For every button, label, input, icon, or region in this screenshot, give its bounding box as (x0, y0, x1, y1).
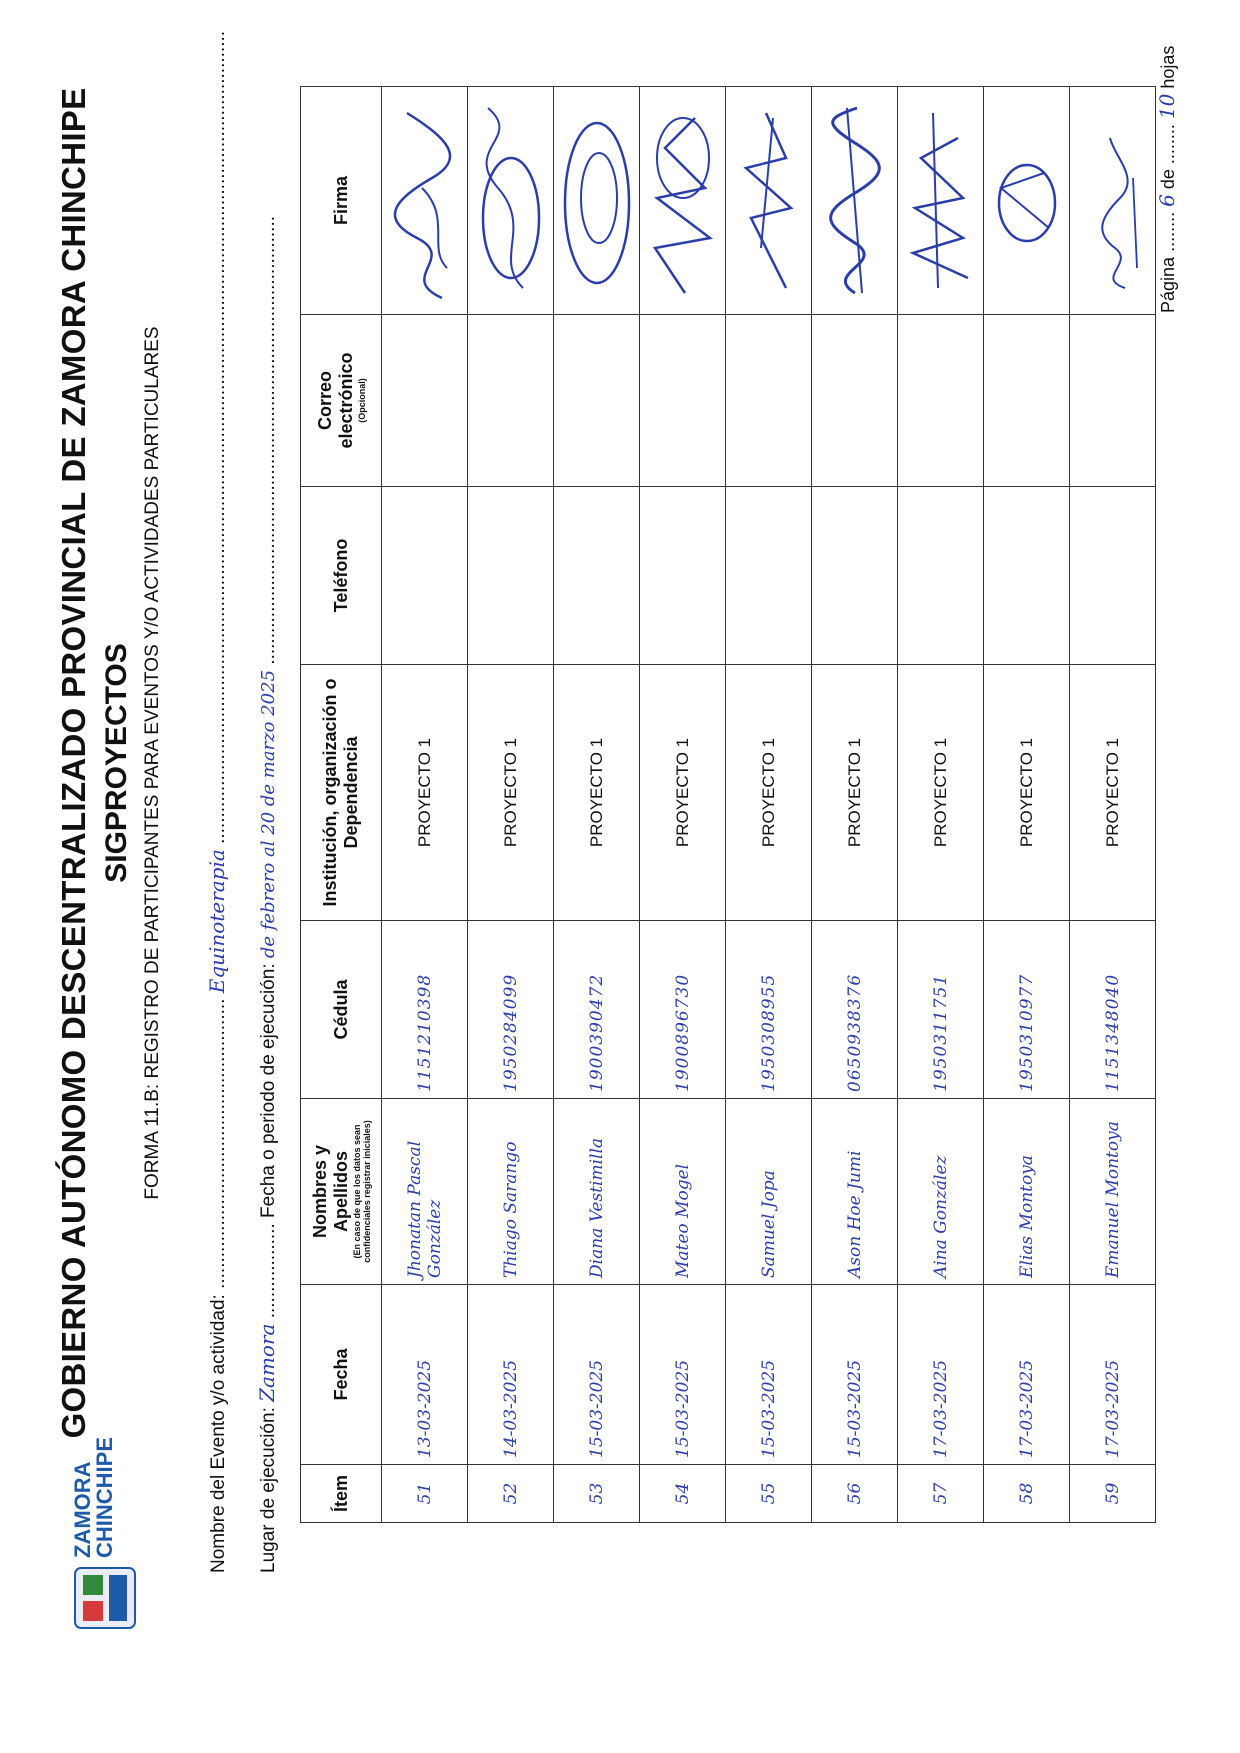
prefectura-logo (40, 1436, 160, 1643)
page-number: 6 (1155, 194, 1179, 207)
date-label: Fecha o periodo de ejecución: (258, 963, 279, 1218)
table-row (984, 87, 1070, 1523)
col-tel: Teléfono (301, 487, 382, 665)
cell-inst: PROYECTO 1 (812, 665, 898, 921)
cell-correo (640, 315, 726, 487)
cell-cedula: 1151348040 (1070, 921, 1156, 1099)
cell-fecha: 15-03-2025 (812, 1285, 898, 1465)
cell-nombre: Samuel Jopa (726, 1099, 812, 1285)
date-value: de febrero al 20 de marzo 2025 (258, 669, 279, 959)
signature-image (731, 98, 807, 308)
cell-correo (984, 315, 1070, 487)
col-nombre-note: (En caso de que los datos sean confidenciales registrar iniciales) (352, 1120, 372, 1263)
place-value: Zamora (255, 1323, 279, 1402)
table-row (726, 87, 812, 1523)
org-title: GOBIERNO AUTÓNOMO DESCENTRALIZADO PROVINCIAL DE ZAMORA CHINCHIPE (55, 87, 92, 1439)
cell-fecha: 17-03-2025 (898, 1285, 984, 1465)
col-nombre-label: Nombres y Apellidos (310, 1144, 351, 1239)
participants-table (300, 86, 1156, 1523)
cell-firma (812, 87, 898, 315)
cell-telefono (554, 487, 640, 665)
cell-firma (640, 87, 726, 315)
signature-image (817, 98, 893, 308)
cell-telefono (382, 487, 468, 665)
page-total: 10 (1155, 93, 1179, 120)
table-row (640, 87, 726, 1523)
cell-fecha: 15-03-2025 (726, 1285, 812, 1465)
cell-correo (382, 315, 468, 487)
form-title: FORMA 11.B: REGISTRO DE PARTICIPANTES PARA EVENTOS Y/O ACTIVIDADES PARTICULARES (142, 326, 163, 1200)
logo-line1: ZAMORA (70, 1461, 95, 1558)
crest-icon (65, 1563, 145, 1633)
cell-telefono (468, 487, 554, 665)
cell-telefono (1070, 487, 1156, 665)
cell-item: 51 (382, 1465, 468, 1523)
cell-nombre: Ason Hoe Jumi (812, 1099, 898, 1285)
table-body (382, 87, 1156, 1523)
table-row (468, 87, 554, 1523)
cell-item: 55 (726, 1465, 812, 1523)
place-label: Lugar de ejecución: (258, 1407, 279, 1573)
cell-telefono (640, 487, 726, 665)
signature-image (559, 98, 635, 308)
cell-nombre: Emanuel Montoya (1070, 1099, 1156, 1285)
table-row (1070, 87, 1156, 1523)
cell-cedula: 1950310977 (984, 921, 1070, 1099)
de-label: de (1158, 169, 1178, 190)
cell-nombre: Diana Vestimilla (554, 1099, 640, 1285)
cell-correo (1070, 315, 1156, 487)
col-inst: Institución, organización o Dependencia (301, 665, 382, 921)
hojas-label: hojas (1158, 45, 1178, 89)
cell-correo (726, 315, 812, 487)
cell-fecha: 15-03-2025 (554, 1285, 640, 1465)
signature-image (903, 98, 979, 308)
cell-firma (554, 87, 640, 315)
cell-correo (898, 315, 984, 487)
cell-fecha: 15-03-2025 (640, 1285, 726, 1465)
cell-inst: PROYECTO 1 (640, 665, 726, 921)
signature-image (473, 98, 549, 308)
cell-firma (984, 87, 1070, 315)
cell-fecha: 14-03-2025 (468, 1285, 554, 1465)
event-label: Nombre del Evento y/o actividad: (208, 1294, 229, 1573)
table-row (382, 87, 468, 1523)
page-footer: Página ........ 6 de ........ 10 hojas (1155, 45, 1179, 313)
signature-image (645, 98, 721, 308)
col-correo-note: (Opcional) (357, 378, 367, 423)
cell-cedula: 1950311751 (898, 921, 984, 1099)
pagina-label: Página (1158, 256, 1178, 313)
cell-firma (726, 87, 812, 315)
event-value: Equinoterapia (205, 849, 229, 994)
cell-firma (898, 87, 984, 315)
cell-item: 59 (1070, 1465, 1156, 1523)
cell-item: 57 (898, 1465, 984, 1523)
col-item: Ítem (301, 1465, 382, 1523)
col-firma: Firma (301, 87, 382, 315)
signature-image (1075, 98, 1151, 308)
signature-image (989, 98, 1065, 308)
cell-inst: PROYECTO 1 (468, 665, 554, 921)
cell-cedula: 1950308955 (726, 921, 812, 1099)
cell-telefono (984, 487, 1070, 665)
event-field: Nombre del Evento y/o actividad: ....................................................... Equinoterapia .......................................................................................................................................................... (205, 30, 229, 1573)
cell-nombre: Mateo Mogel (640, 1099, 726, 1285)
cell-nombre: Jhonatan Pascal González (382, 1099, 468, 1285)
cell-correo (468, 315, 554, 487)
signature-image (387, 98, 463, 308)
cell-item: 53 (554, 1465, 640, 1523)
col-fecha: Fecha (301, 1285, 382, 1465)
cell-item: 58 (984, 1465, 1070, 1523)
col-nombre (301, 1099, 382, 1285)
logo-line2: CHINCHIPE (92, 1436, 117, 1558)
cell-inst: PROYECTO 1 (1070, 665, 1156, 921)
cell-item: 54 (640, 1465, 726, 1523)
place-field: Lugar de ejecución: Zamora .................. Fecha o periodo de ejecución: de febrero al 20 de marzo 2025 ..................................................................................... (255, 216, 279, 1573)
col-correo-label: Correo electrónico (315, 352, 356, 449)
system-title: SIGPROYECTOS (100, 643, 133, 883)
cell-inst: PROYECTO 1 (898, 665, 984, 921)
table-row (554, 87, 640, 1523)
cell-item: 52 (468, 1465, 554, 1523)
cell-firma (468, 87, 554, 315)
cell-telefono (812, 487, 898, 665)
table-row (898, 87, 984, 1523)
cell-cedula: 1950284099 (468, 921, 554, 1099)
cell-fecha: 17-03-2025 (984, 1285, 1070, 1465)
cell-telefono (898, 487, 984, 665)
cell-item: 56 (812, 1465, 898, 1523)
cell-telefono (726, 487, 812, 665)
table-header-row (301, 87, 382, 1523)
cell-cedula: 0650938376 (812, 921, 898, 1099)
cell-firma (1070, 87, 1156, 315)
cell-nombre: Thiago Sarango (468, 1099, 554, 1285)
cell-firma (382, 87, 468, 315)
cell-cedula: 1900390472 (554, 921, 640, 1099)
cell-nombre: Elias Montoya (984, 1099, 1070, 1285)
cell-cedula: 1900896730 (640, 921, 726, 1099)
cell-nombre: Aina González (898, 1099, 984, 1285)
col-correo (301, 315, 382, 487)
cell-fecha: 17-03-2025 (1070, 1285, 1156, 1465)
cell-fecha: 13-03-2025 (382, 1285, 468, 1465)
table-row (812, 87, 898, 1523)
cell-correo (812, 315, 898, 487)
col-cedula: Cédula (301, 921, 382, 1099)
cell-inst: PROYECTO 1 (984, 665, 1070, 921)
cell-cedula: 1151210398 (382, 921, 468, 1099)
cell-inst: PROYECTO 1 (726, 665, 812, 921)
cell-correo (554, 315, 640, 487)
cell-inst: PROYECTO 1 (554, 665, 640, 921)
cell-inst: PROYECTO 1 (382, 665, 468, 921)
